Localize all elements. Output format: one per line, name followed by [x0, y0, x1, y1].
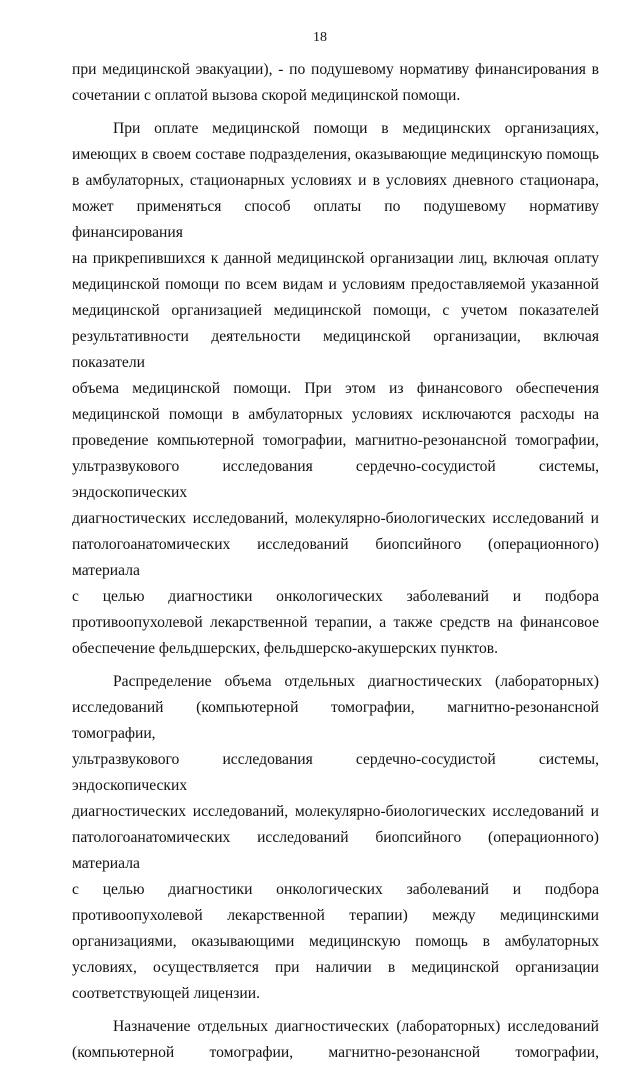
- text-line: результативности деятельности медицинской организации, включая показатели: [72, 328, 599, 371]
- text-line: организациями, оказывающими медицинскую помощь в амбулаторных: [72, 933, 599, 950]
- text-line: Распределение объема отдельных диагностических (лабораторных): [113, 673, 599, 690]
- text-line: может применяться способ оплаты по подушевому нормативу финансирования: [72, 198, 599, 241]
- text-line: ультразвукового исследования сердечно-сосудистой системы, эндоскопических: [72, 751, 599, 794]
- page-number: 18: [313, 30, 327, 45]
- text-line: противоопухолевой лекарственной терапии, а также средств на финансовое: [72, 614, 599, 631]
- text-line: диагностических исследований, молекулярно-биологических исследований и: [72, 510, 599, 527]
- text-line: противоопухолевой лекарственной терапии) между медицинскими: [72, 907, 599, 924]
- text-line: условиях, осуществляется при наличии в медицинской организации: [72, 959, 599, 976]
- text-line: ультразвукового исследования сердечно-сосудистой системы, эндоскопических: [72, 458, 599, 501]
- text-line: исследований (компьютерной томографии, магнитно-резонансной томографии,: [72, 699, 599, 742]
- paragraph-continuation: [72, 57, 599, 109]
- text-line: при медицинской эвакуации), - по подушевому нормативу финансирования в: [72, 61, 599, 78]
- text-line: проведение компьютерной томографии, магнитно-резонансной томографии,: [72, 432, 599, 449]
- text-line: обеспечение фельдшерских, фельдшерско-акушерских пунктов.: [72, 640, 499, 657]
- text-line: на прикрепившихся к данной медицинской организации лиц, включая оплату: [72, 250, 599, 267]
- text-line: сочетании с оплатой вызова скорой медицинской помощи.: [72, 87, 461, 104]
- text-line: соответствующей лицензии.: [72, 985, 260, 1002]
- paragraph-assignment: [72, 1014, 599, 1066]
- document-body: [72, 57, 599, 1066]
- text-line: Назначение отдельных диагностических (лабораторных) исследований: [113, 1018, 599, 1035]
- text-line: диагностических исследований, молекулярно-биологических исследований и: [72, 803, 599, 820]
- text-line: патологоанатомических исследований биопсийного (операционного) материала: [72, 536, 599, 579]
- text-line: патологоанатомических исследований биопсийного (операционного) материала: [72, 829, 599, 872]
- text-line: имеющих в своем составе подразделения, оказывающие медицинскую помощь: [72, 146, 599, 163]
- text-line: с целью диагностики онкологических заболеваний и подбора: [72, 881, 599, 898]
- paragraph-distribution: [72, 669, 599, 1007]
- text-line: в амбулаторных, стационарных условиях и в условиях дневного стационара,: [72, 172, 599, 189]
- text-line: объема медицинской помощи. При этом из финансового обеспечения: [72, 380, 599, 397]
- text-line: с целью диагностики онкологических заболеваний и подбора: [72, 588, 599, 605]
- text-line: (компьютерной томографии, магнитно-резонансной томографии,: [72, 1044, 599, 1061]
- paragraph-payment-method: [72, 116, 599, 662]
- text-line: медицинской помощи по всем видам и условиям предоставляемой указанной: [72, 276, 599, 293]
- text-line: медицинской помощи в амбулаторных условиях исключаются расходы на: [72, 406, 599, 423]
- text-line: При оплате медицинской помощи в медицинских организациях,: [113, 120, 599, 137]
- text-line: медицинской организацией медицинской помощи, с учетом показателей: [72, 302, 599, 319]
